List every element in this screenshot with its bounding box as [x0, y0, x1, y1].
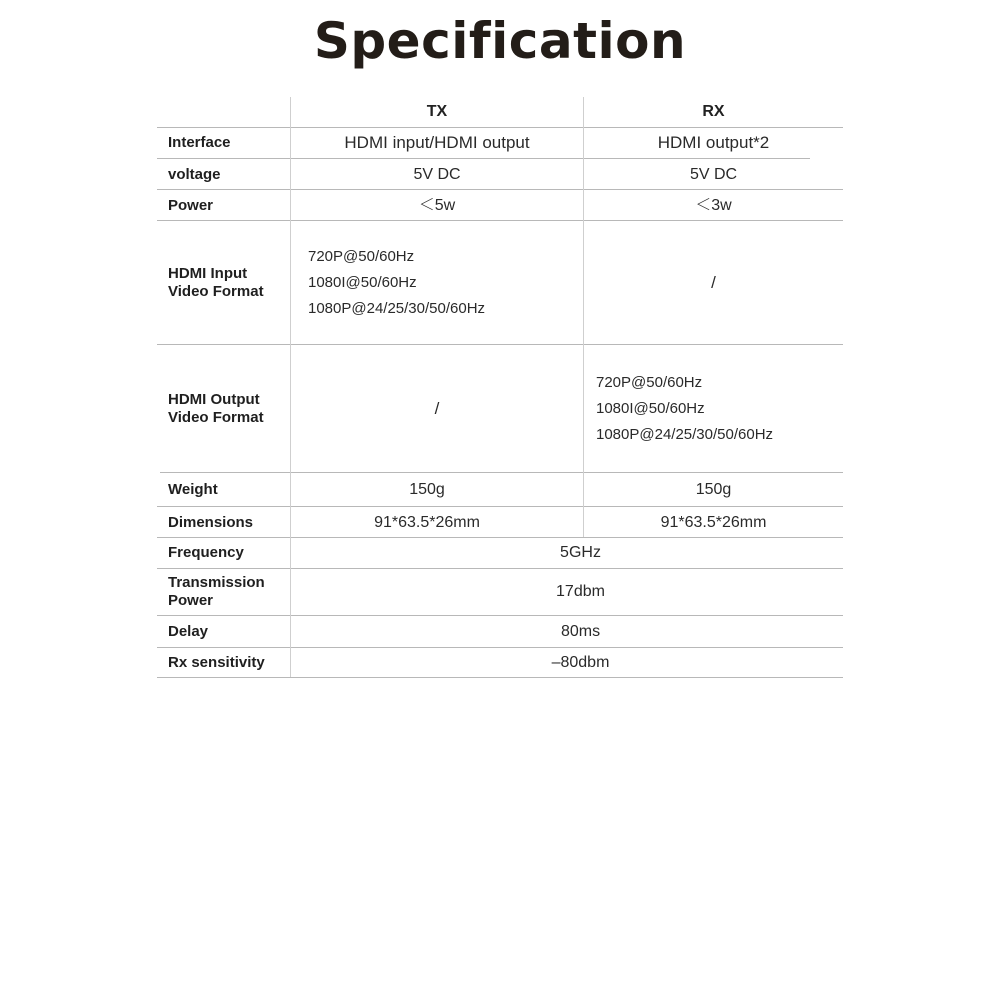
format-item: 1080P@24/25/30/50/60Hz: [596, 425, 774, 443]
format-item: 1080P@24/25/30/50/60Hz: [308, 299, 486, 317]
hdmi-output-tx: /: [434, 398, 440, 418]
interface-rx: HDMI output*2: [657, 133, 770, 152]
format-item: 720P@50/60Hz: [596, 373, 703, 391]
weight-tx: 150g: [409, 480, 445, 498]
delay-value: 80ms: [560, 622, 601, 640]
label-dimensions: Dimensions: [168, 513, 254, 531]
label-interface: Interface: [168, 134, 231, 151]
label-hdmi-output: [168, 345, 288, 472]
hdmi-input-tx-formats: [308, 221, 485, 344]
power-tx: ＜5w: [418, 197, 456, 214]
transmission-power-value: 17dbm: [556, 583, 605, 600]
label-power: Power: [168, 197, 214, 214]
dimensions-tx: 91*63.5*26mm: [374, 513, 480, 531]
label-hdmi-input-line2: Video Format: [168, 282, 264, 300]
page-title: Specification: [313, 12, 687, 70]
format-item: 720P@50/60Hz: [308, 247, 415, 265]
voltage-tx: 5V DC: [413, 166, 461, 183]
label-transmission-power-line2: Power: [168, 592, 214, 609]
rx-sensitivity-value: –80dbm: [551, 654, 610, 671]
label-weight: Weight: [168, 480, 218, 498]
label-hdmi-input: [168, 221, 288, 344]
label-hdmi-output-line1: HDMI Output: [168, 390, 260, 408]
label-transmission-power: [168, 569, 288, 615]
frequency-value: 5GHz: [560, 544, 601, 561]
header-tx: TX: [426, 103, 448, 120]
header-rx: RX: [702, 103, 725, 120]
interface-tx: HDMI input/HDMI output: [344, 133, 530, 152]
label-delay: Delay: [168, 622, 209, 640]
label-rx-sensitivity: Rx sensitivity: [168, 654, 265, 671]
label-hdmi-input-line1: HDMI Input: [168, 264, 248, 282]
hdmi-output-rx-formats: [596, 345, 773, 472]
label-voltage: voltage: [168, 166, 221, 183]
format-item: 1080I@50/60Hz: [308, 273, 417, 291]
label-frequency: Frequency: [168, 544, 244, 561]
weight-rx: 150g: [695, 480, 732, 498]
hdmi-input-rx: /: [711, 272, 716, 292]
label-hdmi-output-line2: Video Format: [168, 408, 264, 426]
format-item: 1080I@50/60Hz: [596, 399, 705, 417]
label-transmission-power-line1: Transmission: [168, 574, 265, 591]
voltage-rx: 5V DC: [689, 166, 738, 183]
power-rx: ＜3w: [695, 197, 732, 214]
dimensions-rx: 91*63.5*26mm: [660, 513, 767, 531]
